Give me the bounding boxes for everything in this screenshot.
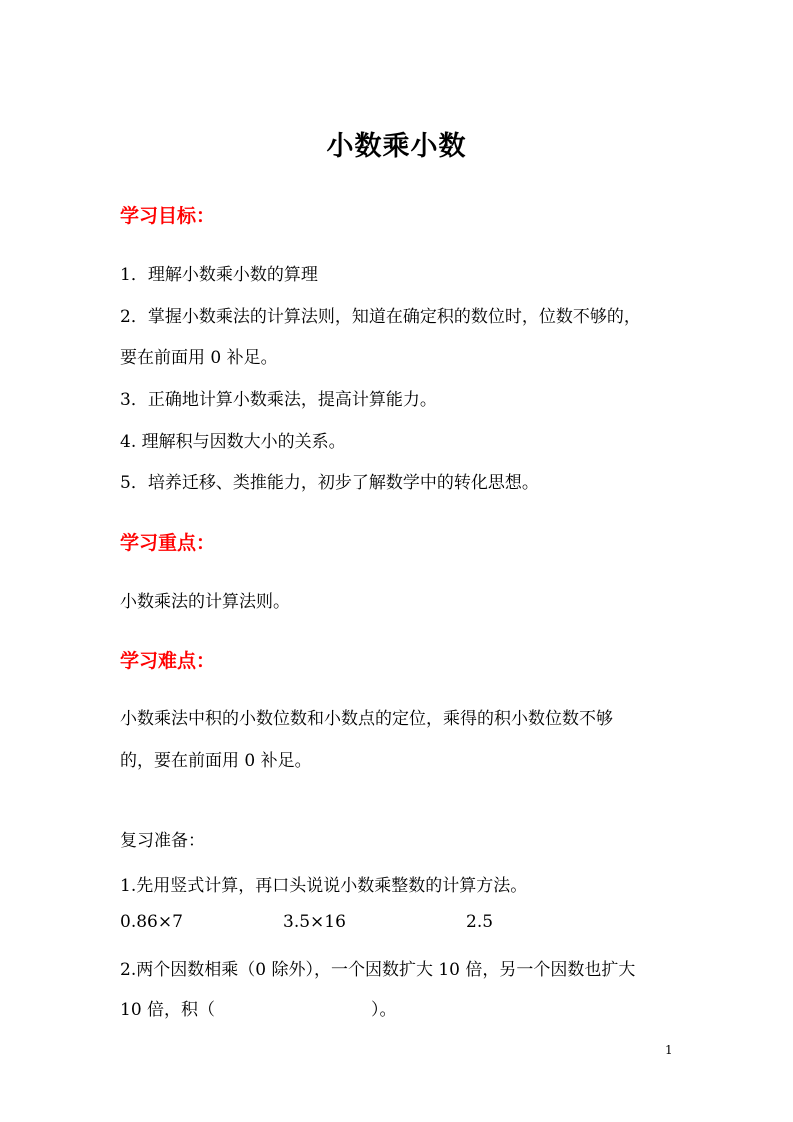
page-title: 小数乘小数 — [326, 131, 467, 162]
objective-item-3: 3．正确地计算小数乘法，提高计算能力。 — [120, 390, 437, 410]
objective-item-4: 4. 理解积与因数大小的关系。 — [120, 432, 346, 452]
review-question-2-continued — [120, 995, 397, 1020]
review-question-1: 1.先用竖式计算，再口头说说小数乘整数的计算方法。 — [120, 876, 528, 896]
review-heading: 复习准备： — [120, 831, 205, 851]
review-question-2: 2.两个因数相乘（0 除外），一个因数扩大 10 倍，另一个因数也扩大 — [120, 960, 636, 980]
difficulty-line-2: 的，要在前面用 0 补足。 — [120, 751, 312, 771]
page-number: 1 — [665, 1043, 673, 1057]
key-point-heading: 学习重点： — [120, 532, 216, 554]
difficulty-heading: 学习难点： — [120, 650, 216, 672]
key-point-text: 小数乘法的计算法则。 — [120, 592, 290, 612]
question-2-suffix: ）。 — [371, 1000, 397, 1020]
objective-item-2-continued: 要在前面用 0 补足。 — [120, 348, 278, 368]
calc-expression-2: 3.5×16 — [283, 912, 346, 932]
objective-item-5: 5．培养迁移、类推能力，初步了解数学中的转化思想。 — [120, 473, 539, 493]
objective-item-2: 2．掌握小数乘法的计算法则，知道在确定积的数位时，位数不够的， — [120, 307, 641, 327]
calc-expression-3: 2.5 — [466, 912, 494, 932]
question-2-prefix: 10 倍，积（ — [120, 1000, 216, 1020]
calc-expression-1: 0.86×7 — [120, 912, 183, 932]
difficulty-line-1: 小数乘法中积的小数位数和小数点的定位，乘得的积小数位数不够 — [120, 709, 613, 729]
objective-item-1: 1．理解小数乘小数的算理 — [120, 265, 318, 285]
objectives-heading: 学习目标： — [120, 205, 216, 227]
